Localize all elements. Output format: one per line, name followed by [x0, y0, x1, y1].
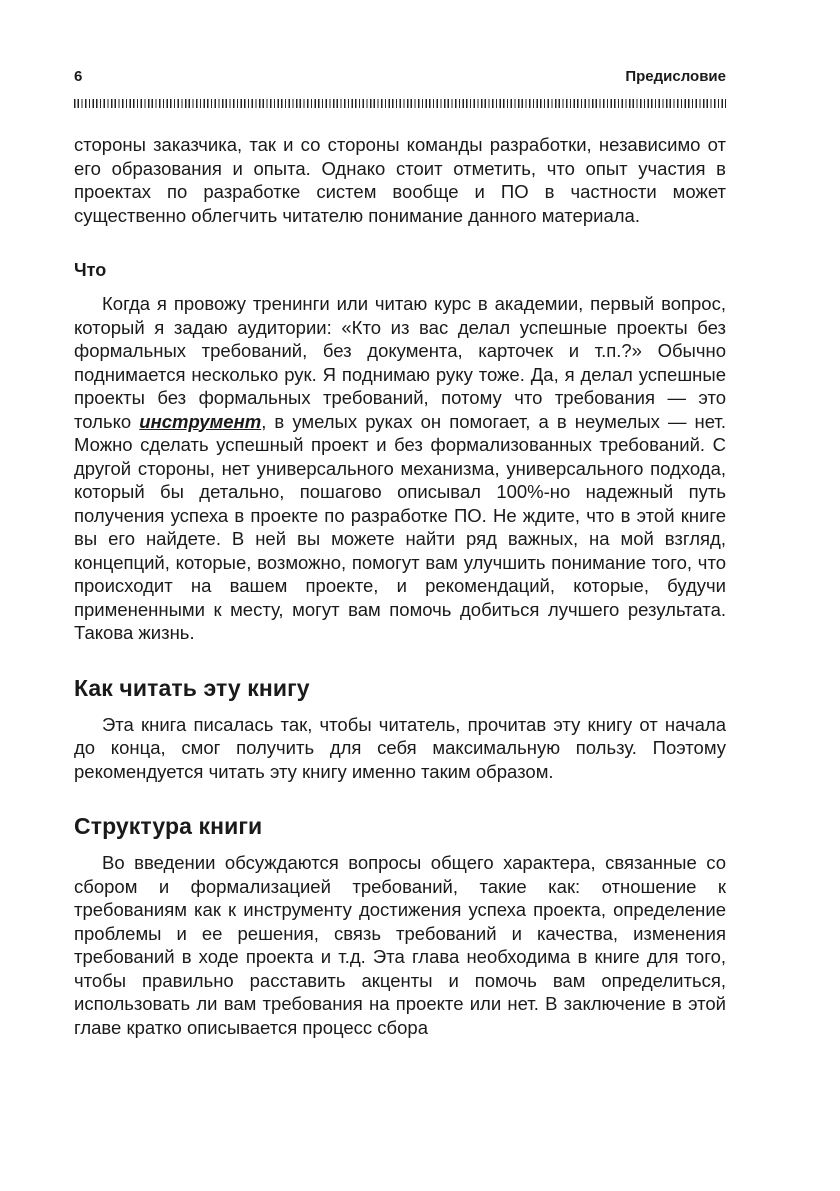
- what-heading: Что: [74, 260, 107, 280]
- what-paragraph: [74, 292, 726, 645]
- page-body: [74, 133, 726, 1039]
- structure-heading: Структура книги: [74, 813, 263, 839]
- what-text-after: , в умелых руках он помогает, а в неумелых — нет. Можно сделать успешный проект и без формализованных требований. С другой стороны, нет универсального механизма, универсального подхода, который бы детально, пошагово описывал 100%-но надежный путь получения успеха в проекте по разработке ПО. Не ждите, что в этой книге вы его найдете. В ней вы можете найти ряд важных, на мой взгляд, концепций, которые, возможно, помогут вам улучшить понимание того, что происходит на вашем проекте, и рекомендаций, которые, будучи примененными к месту, могут вам помочь добиться лучшего результата. Такова жизнь.: [74, 410, 726, 643]
- what-text-before: Когда я провожу тренинги или читаю курс в академии, первый вопрос, который я задаю аудитории: «Кто из вас делал успешные проекты без формальных требований, без документа, карточек и т.п.?» Обычно поднимается несколько рук. Я поднимаю руку тоже. Да, я делал успешные проекты без формальных требований, потому что требования — это только: [74, 293, 726, 432]
- running-header: [74, 68, 726, 90]
- page-number: 6: [74, 68, 83, 85]
- structure-paragraph: Во введении обсуждаются вопросы общего характера, связанные со сбором и формализацией требований, такие как: отношение к требованиям как к инструменту достижения успеха проекта, определение проблемы и ее решения, связь требований и качества, изменения требований в ходе проекта и т.д. Эта глава необходима в книге для того, чтобы правильно расставить акценты и помочь вам определиться, использовать ли вам требования на проекте или нет. В заключение в этой главе кратко описывается процесс сбора: [74, 852, 726, 1038]
- how-to-read-heading: Как читать эту книгу: [74, 674, 310, 701]
- emphasized-word: инструмент: [139, 410, 262, 432]
- header-rule: [74, 99, 726, 108]
- intro-paragraph: стороны заказчика, так и со стороны команды разработки, независимо от его образования и опыта. Однако стоит отметить, что опыт участия в проектах по разработке систем вообще и ПО в частности может существенно облегчить читателю понимание данного материала.: [74, 134, 726, 226]
- section-title: Предисловие: [625, 68, 726, 85]
- how-to-read-paragraph: Эта книга писалась так, чтобы читатель, прочитав эту книгу от начала до конца, смог получить для себя максимальную пользу. Поэтому рекомендуется читать эту книгу именно таким образом.: [74, 713, 726, 782]
